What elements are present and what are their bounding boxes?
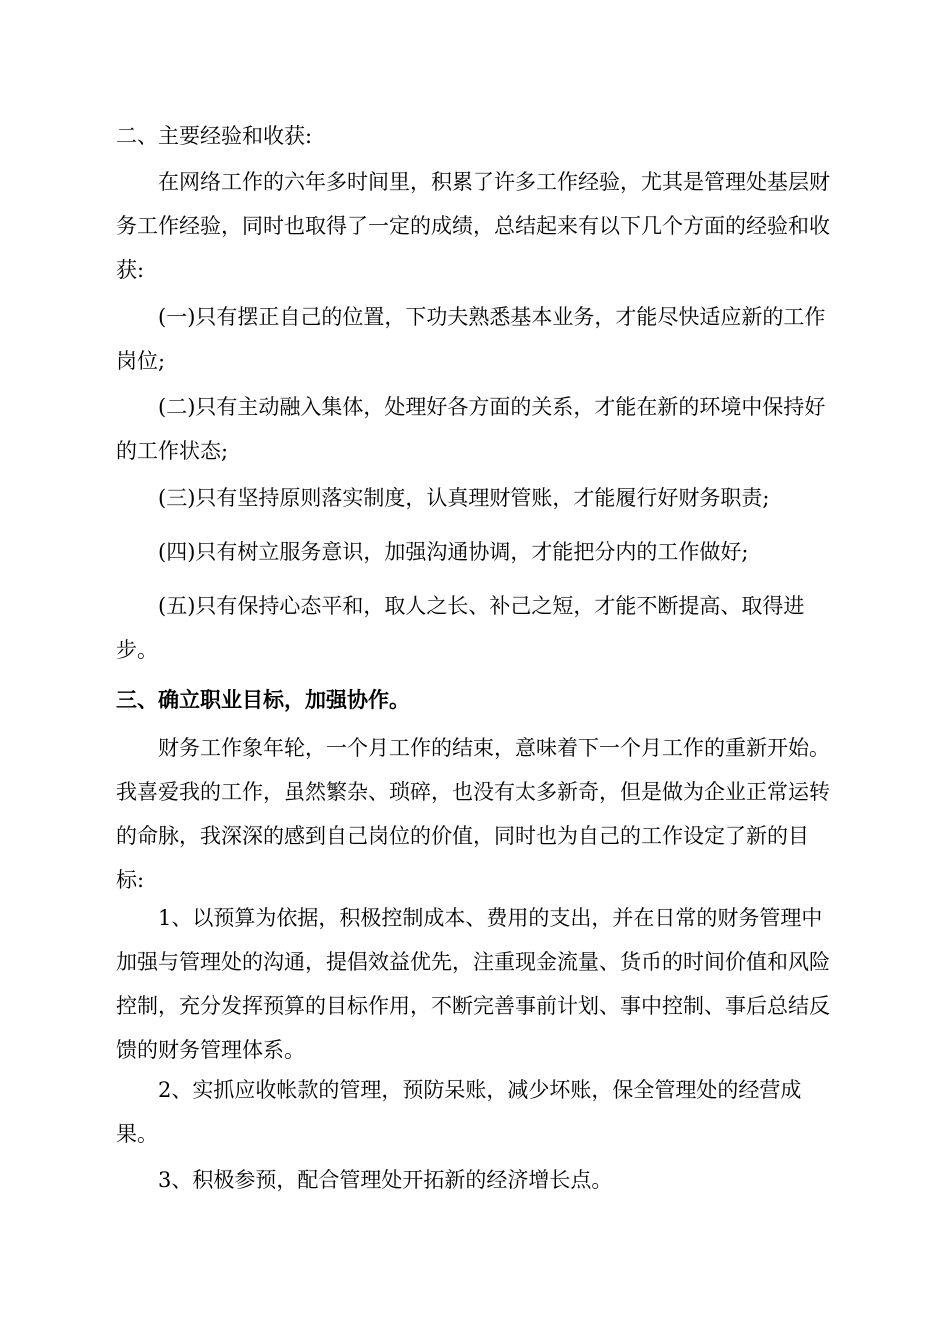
section-2-item-2: (二)只有主动融入集体，处理好各方面的关系，才能在新的环境中保持好的工作状态; [116,395,826,463]
section-3-intro-paragraph: 财务工作象年轮，一个月工作的结束，意味着下一个月工作的重新开始。我喜爱我的工作，虽然繁杂、琐碎，也没有太多新奇，但是做为企业正常运转的命脉，我深深的感到自己岗位的价值，同时也为自己的工作设定了新的目标: [116,736,830,892]
section-3-item-3: 3、积极参预，配合管理处开拓新的经济增长点。 [158,1168,613,1192]
section-2-item-5: (五)只有保持心态平和，取人之长、补己之短，才能不断提高、取得进步。 [116,594,805,662]
section-3-item-1: 1、以预算为依据，积极控制成本、费用的支出，并在日常的财务管理中加强与管理处的沟通，提倡效益优先，注重现金流量、货币的时间价值和风险控制，充分发挥预算的目标作用，不断完善事前计划、事中控制、事后总结反馈的财务管理体系。 [116,906,830,1062]
section-3-item-2: 2、实抓应收帐款的管理，预防呆账，减少坏账，保全管理处的经营成果。 [116,1078,802,1146]
section-3-heading: 三、确立职业目标，加强协作。 [116,688,410,712]
section-2-intro-paragraph: 在网络工作的六年多时间里，积累了许多工作经验，尤其是管理处基层财务工作经验，同时也取得了一定的成绩，总结起来有以下几个方面的经验和收获: [116,170,830,282]
section-2-item-4: (四)只有树立服务意识，加强沟通协调，才能把分内的工作做好; [158,540,749,564]
section-2-heading: 二、主要经验和收获: [116,124,313,148]
section-2-item-3: (三)只有坚持原则落实制度，认真理财管账，才能履行好财务职责; [158,486,770,510]
section-2-item-1: (一)只有摆正自己的位置，下功夫熟悉基本业务，才能尽快适应新的工作岗位; [116,305,826,373]
